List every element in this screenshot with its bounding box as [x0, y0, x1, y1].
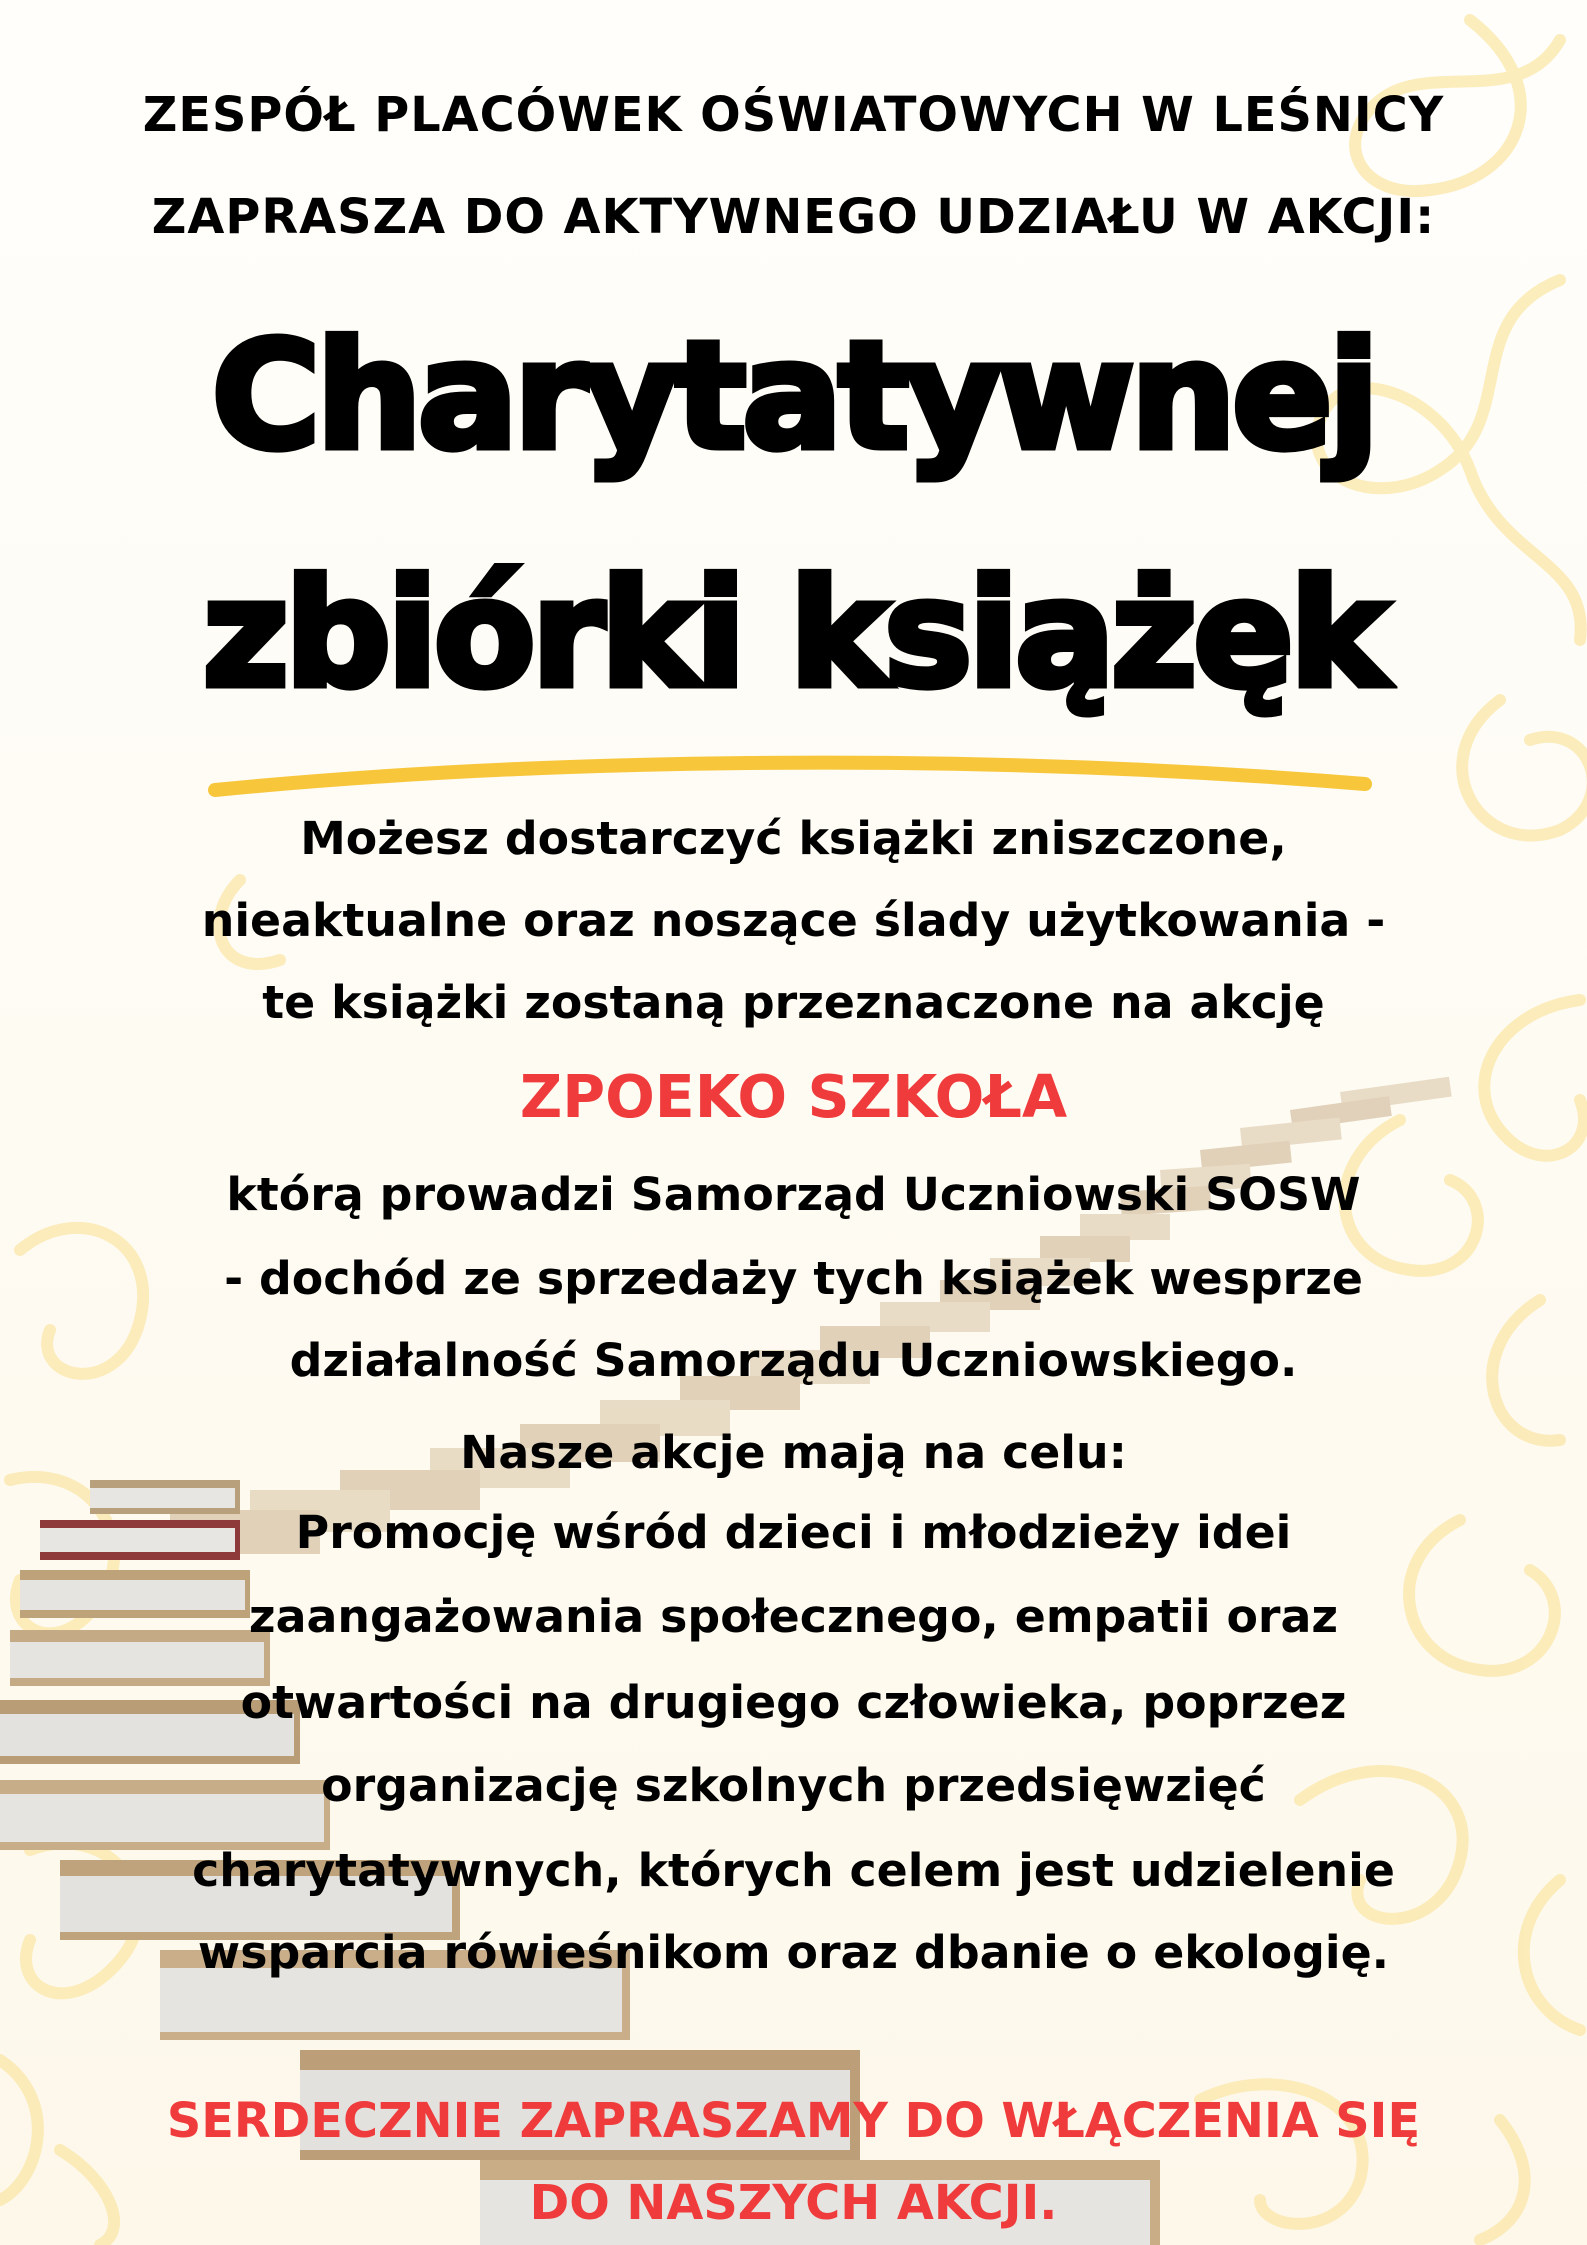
- highlight-zpoeko-szkola: ZPOEKO SZKOŁA: [519, 1063, 1068, 1131]
- header-line-2: ZAPRASZA DO AKTYWNEGO UDZIAŁU W AKCJI:: [151, 190, 1436, 245]
- goals-line-2: zaangażowania społecznego, empatii oraz: [248, 1589, 1339, 1643]
- goals-heading: Nasze akcje mają na celu:: [460, 1425, 1127, 1479]
- intro-line-2: nieaktualne oraz noszące ślady użytkowania -: [201, 893, 1386, 947]
- goals-line-4: organizację szkolnych przedsięwzięć: [321, 1758, 1266, 1812]
- goals-line-6: wsparcia rówieśnikom oraz dbanie o ekologię.: [197, 1925, 1390, 1979]
- footer-line-1: SERDECZNIE ZAPRASZAMY DO WŁĄCZENIA SIĘ: [166, 2094, 1421, 2149]
- description-line-2: - dochód ze sprzedaży tych książek wesprze: [224, 1251, 1363, 1305]
- intro-line-3: te książki zostaną przeznaczone na akcję: [262, 975, 1325, 1029]
- goals-line-5: charytatywnych, których celem jest udzielenie: [192, 1843, 1395, 1897]
- goals-line-3: otwartości na drugiego człowieka, poprzez: [240, 1675, 1347, 1729]
- intro-line-1: Możesz dostarczyć książki zniszczone,: [300, 811, 1287, 865]
- footer-line-2: DO NASZYCH AKCJI.: [529, 2176, 1058, 2231]
- description-line-1: którą prowadzi Samorząd Uczniowski SOSW: [226, 1167, 1361, 1221]
- description-line-3: działalność Samorządu Uczniowskiego.: [289, 1333, 1298, 1387]
- header-line-1: ZESPÓŁ PLACÓWEK OŚWIATOWYCH W LEŚNICY: [142, 88, 1445, 143]
- goals-line-1: Promocję wśród dzieci i młodzieży idei: [295, 1505, 1292, 1559]
- title-line-2: zbiórki książęk: [202, 547, 1385, 720]
- title-line-1: Charytatywnej: [211, 309, 1376, 482]
